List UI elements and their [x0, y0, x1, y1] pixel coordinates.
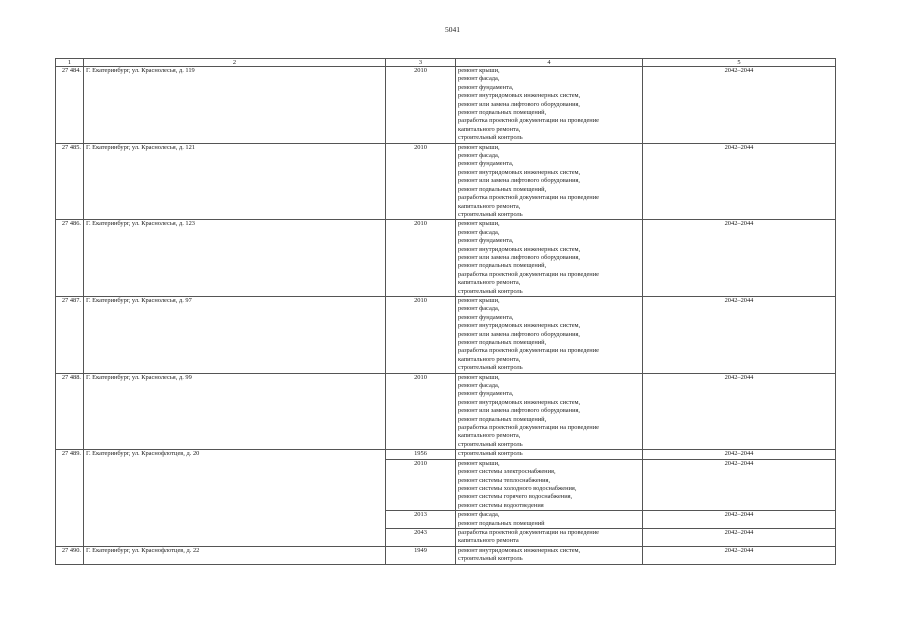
work-item: ремонт фундамента,	[458, 313, 514, 321]
works-cell	[456, 296, 643, 373]
year-cell: 2043	[386, 528, 456, 546]
year-cell: 2010	[386, 143, 456, 220]
year-cell: 2010	[386, 459, 456, 510]
year-cell: 1956	[386, 450, 456, 459]
work-item: строительный контроль	[458, 364, 523, 372]
work-item: ремонт подвальных помещений,	[458, 185, 547, 193]
period-cell: 2042–2044	[643, 511, 836, 529]
year-cell: 2010	[386, 67, 456, 144]
work-item: капитального ремонта,	[458, 355, 521, 363]
table-row	[56, 546, 836, 564]
row-number: 27 486.	[56, 220, 84, 297]
work-item: ремонт фасада,	[458, 228, 500, 236]
works-cell	[456, 511, 643, 529]
work-item: капитального ремонта,	[458, 202, 521, 210]
work-item: ремонт подвальных помещений,	[458, 415, 547, 423]
address-cell: Г. Екатеринбург, ул. Краснолесья, д. 99	[84, 373, 386, 450]
row-number: 27 489.	[56, 450, 84, 546]
work-item: ремонт подвальных помещений,	[458, 109, 547, 117]
table-row	[56, 450, 836, 459]
year-cell: 2013	[386, 511, 456, 529]
works-cell	[456, 143, 643, 220]
table-header-row	[56, 59, 836, 67]
column-header: 2	[84, 59, 386, 67]
period-cell: 2042–2044	[643, 528, 836, 546]
work-item: ремонт или замена лифтового оборудования,	[458, 100, 581, 108]
column-header: 1	[56, 59, 84, 67]
work-item: капитального ремонта,	[458, 125, 521, 133]
work-item: ремонт крыши,	[458, 143, 500, 151]
work-item: ремонт системы холодного водоснабжения,	[458, 484, 577, 492]
period-cell: 2042–2044	[643, 459, 836, 510]
table-body	[56, 67, 836, 565]
year-cell: 2010	[386, 373, 456, 450]
table-row	[56, 373, 836, 450]
address-cell: Г. Екатеринбург, ул. Краснолесья, д. 97	[84, 296, 386, 373]
address-cell: Г. Екатеринбург, ул. Краснолесья, д. 121	[84, 143, 386, 220]
work-item: ремонт системы горячего водоснабжения,	[458, 493, 573, 501]
work-item: ремонт системы водоотведения	[458, 501, 544, 509]
work-item: ремонт внутридомовых инженерных систем,	[458, 546, 581, 554]
work-item: ремонт фундамента,	[458, 83, 514, 91]
period-cell: 2042–2044	[643, 450, 836, 459]
row-number: 27 485.	[56, 143, 84, 220]
work-item: ремонт крыши,	[458, 296, 500, 304]
table-row	[56, 296, 836, 373]
table-row	[56, 220, 836, 297]
work-item: ремонт или замена лифтового оборудования,	[458, 407, 581, 415]
address-cell: Г. Екатеринбург, ул. Краснолесья, д. 123	[84, 220, 386, 297]
work-item: строительный контроль	[458, 210, 523, 218]
work-item: ремонт подвальных помещений,	[458, 262, 547, 270]
work-item: ремонт подвальных помещений,	[458, 339, 547, 346]
work-item: ремонт фундамента,	[458, 390, 514, 398]
period-cell: 2042–2044	[643, 67, 836, 144]
work-item: ремонт внутридомовых инженерных систем,	[458, 245, 581, 253]
repair-schedule-table	[55, 58, 836, 565]
row-number: 27 487.	[56, 296, 84, 373]
row-number: 27 490.	[56, 546, 84, 564]
work-item: ремонт внутридомовых инженерных систем,	[458, 168, 581, 176]
work-item: ремонт системы теплоснабжения,	[458, 476, 551, 484]
column-header: 4	[456, 59, 643, 67]
table-row	[56, 143, 836, 220]
works-cell	[456, 373, 643, 450]
column-header: 3	[386, 59, 456, 67]
work-item: ремонт крыши,	[458, 459, 500, 467]
column-header: 5	[643, 59, 836, 67]
address-cell: Г. Екатеринбург, ул. Краснофлотцев, д. 20	[84, 450, 386, 546]
table-row	[56, 67, 836, 144]
work-item: ремонт системы электроснабжения,	[458, 468, 556, 476]
work-item: строительный контроль	[458, 134, 523, 142]
works-cell	[456, 546, 643, 564]
work-item: капитального ремонта	[458, 537, 519, 545]
work-item: разработка проектной документации на проведение	[458, 270, 599, 278]
period-cell: 2042–2044	[643, 143, 836, 220]
work-item: ремонт крыши,	[458, 373, 500, 381]
work-item: разработка проектной документации на проведение	[458, 424, 599, 432]
period-cell: 2042–2044	[643, 373, 836, 450]
work-item: ремонт фундамента,	[458, 160, 514, 168]
work-item: ремонт подвальных помещений	[458, 519, 545, 527]
work-item: ремонт фасада,	[458, 305, 500, 313]
work-item: ремонт внутридомовых инженерных систем,	[458, 322, 581, 330]
year-cell: 2010	[386, 296, 456, 373]
work-item: ремонт внутридомовых инженерных систем,	[458, 398, 581, 406]
work-item: ремонт или замена лифтового оборудования,	[458, 177, 581, 185]
work-item: ремонт фасада,	[458, 152, 500, 160]
work-item: ремонт или замена лифтового оборудования,	[458, 330, 581, 338]
work-item: ремонт или замена лифтового оборудования,	[458, 253, 581, 261]
work-item: ремонт фундамента,	[458, 237, 514, 245]
year-cell: 1949	[386, 546, 456, 564]
work-item: строительный контроль	[458, 287, 523, 295]
row-number: 27 488.	[56, 373, 84, 450]
work-item: разработка проектной документации на проведение	[458, 528, 599, 536]
year-cell: 2010	[386, 220, 456, 297]
work-item: ремонт крыши,	[458, 220, 500, 228]
work-item: капитального ремонта,	[458, 279, 521, 287]
works-cell	[456, 528, 643, 546]
work-item: ремонт внутридомовых инженерных систем,	[458, 92, 581, 100]
work-item: разработка проектной документации на проведение	[458, 347, 599, 355]
work-item: ремонт фасада,	[458, 382, 500, 390]
period-cell: 2042–2044	[643, 546, 836, 564]
address-cell: Г. Екатеринбург, ул. Краснолесья, д. 119	[84, 67, 386, 144]
row-number: 27 484.	[56, 67, 84, 144]
work-item: разработка проектной документации на проведение	[458, 117, 599, 125]
works-cell	[456, 450, 643, 459]
work-item: строительный контроль	[458, 450, 523, 458]
address-cell: Г. Екатеринбург, ул. Краснофлотцев, д. 22	[84, 546, 386, 564]
period-cell: 2042–2044	[643, 296, 836, 373]
works-cell	[456, 459, 643, 510]
work-item: ремонт крыши,	[458, 67, 500, 74]
work-item: ремонт фасада,	[458, 75, 500, 83]
works-cell	[456, 220, 643, 297]
work-item: ремонт фасада,	[458, 511, 500, 519]
period-cell: 2042–2044	[643, 220, 836, 297]
page-number: 5041	[445, 25, 460, 34]
work-item: строительный контроль	[458, 555, 523, 563]
work-item: строительный контроль	[458, 440, 523, 448]
works-cell	[456, 67, 643, 144]
work-item: капитального ремонта,	[458, 432, 521, 440]
work-item: разработка проектной документации на проведение	[458, 194, 599, 202]
